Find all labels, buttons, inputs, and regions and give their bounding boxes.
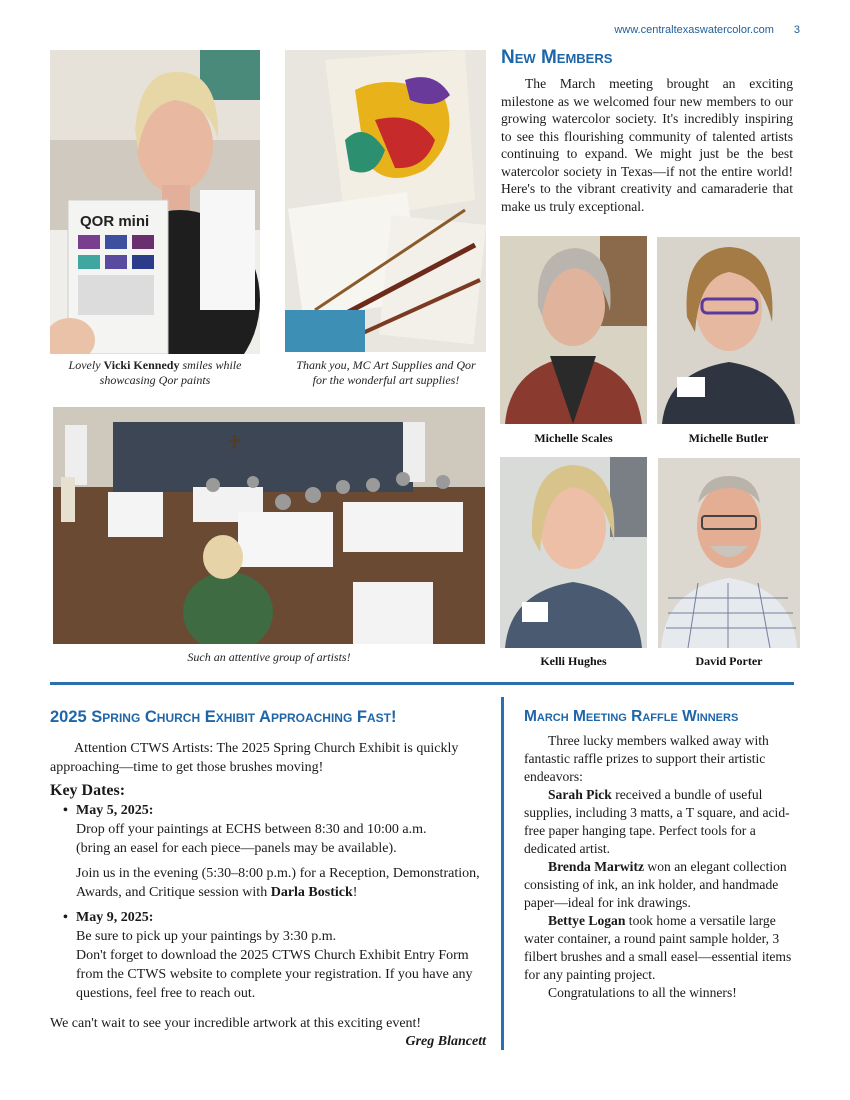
key-date-item: • May 9, 2025: Be sure to pick up your paintings by 3:30 p.m. Don't forget to download the 2025 CTWS Church Exhibit Entry Form from the CTWS website to complete your registration. If you have any questions, feel free to reach out. (76, 908, 486, 1003)
name-kelli-hughes: Kelli Hughes (540, 654, 607, 668)
raffle-section (524, 707, 794, 1002)
name-david-porter: David Porter (695, 654, 763, 668)
photo-vicki-kennedy (50, 50, 260, 354)
raffle-title: March Meeting Raffle Winners (524, 708, 739, 725)
name-michelle-scales: Michelle Scales (534, 431, 613, 445)
photo-kelli-hughes (500, 457, 647, 648)
new-members-body: The March meeting brought an exciting milestone as we welcomed four new members to our growing watercolor society. It's incredibly inspiring to see this flourishing community of talented artists continuing to expand. We might just be the best watercolor society in Texas—if not the entire world! Here's to the vibrant creativity and camaraderie that make us truly exceptional. (501, 76, 793, 214)
caption-vicki-name: Vicki Kennedy (103, 358, 180, 372)
section-divider (50, 682, 794, 685)
column-divider (501, 697, 504, 1050)
raffle-winner-2: Brenda Marwitz won an elegant collection consisting of ink, an ink holder, and handmade paper—ideal for ink drawings. (524, 859, 787, 910)
key-date-item: • May 5, 2025: Drop off your paintings at ECHS between 8:30 and 10:00 a.m. (bring an easel for each piece—panels may be available). Join us in the evening (5:30–8:00 p.m.) for a Reception, Demonstration, Awards, and Critique session with Darla Bostick! (76, 801, 486, 902)
photo-michelle-butler (657, 237, 800, 424)
website-url: www.centraltexaswatercolor.com (614, 24, 774, 36)
exhibit-intro: Attention CTWS Artists: The 2025 Spring Church Exhibit is quickly approaching—time to get those brushes moving! (50, 741, 459, 775)
new-members-section (501, 46, 793, 215)
photo-art-supplies (285, 50, 486, 352)
qor-box-label: QOR mini (80, 213, 150, 230)
photo-david-porter (658, 458, 800, 648)
raffle-intro: Three lucky members walked away with fantastic raffle prizes to support their artistic endeavors: (524, 733, 769, 784)
darla-bostick-name: Darla Bostick (270, 885, 353, 900)
name-michelle-butler: Michelle Butler (688, 431, 769, 445)
caption-supplies: Thank you, MC Art Supplies and Qor for the wonderful art supplies! (296, 358, 476, 387)
key-date-1: May 5, 2025: (76, 803, 154, 818)
page-header (614, 24, 800, 36)
page-number: 3 (793, 24, 800, 36)
raffle-closing: Congratulations to all the winners! (548, 985, 737, 1000)
key-date-2: May 9, 2025: (76, 910, 154, 925)
new-members-title: New Members (501, 47, 613, 68)
exhibit-closing: We can't wait to see your incredible artwork at this exciting event! (50, 1016, 422, 1031)
photo-group (53, 407, 485, 644)
key-dates-list (50, 801, 486, 1003)
signature: Greg Blancett (405, 1034, 486, 1049)
exhibit-title: 2025 Spring Church Exhibit Approaching Fast! (50, 708, 397, 726)
raffle-winner-1: Sarah Pick received a bundle of useful supplies, including 3 matts, a T square, and acid-free paper hanging tape. Perfect tools for a dedicated artist. (524, 787, 790, 856)
key-dates-label: Key Dates: (50, 782, 126, 799)
reception-note: Join us in the evening (5:30–8:00 p.m.) for a Reception, Demonstration, Awards, and Critique session with Darla Bostick! (76, 866, 480, 900)
caption-vicki: Lovely Vicki Kennedy smiles while showcasing Qor paints (68, 358, 242, 387)
raffle-body (524, 732, 794, 1002)
raffle-winner-3: Bettye Logan took home a versatile large water container, a round paint sample holder, 3 filbert brushes and a small easel—essential items for any painting project. (524, 913, 792, 982)
photo-michelle-scales (500, 236, 647, 424)
exhibit-section (50, 707, 486, 1051)
caption-group: Such an attentive group of artists! (187, 650, 351, 664)
